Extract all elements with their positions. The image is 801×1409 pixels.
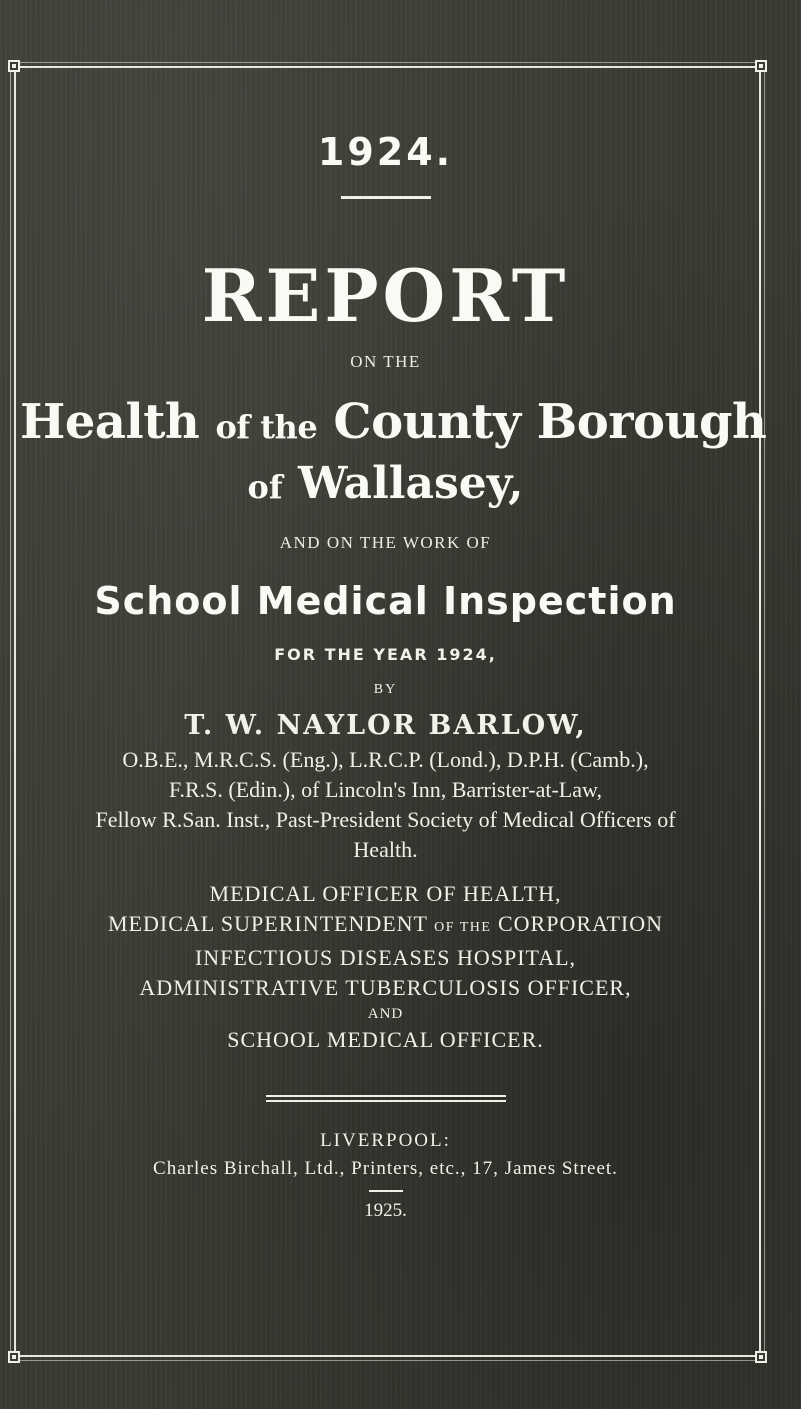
borough-name [20, 458, 751, 509]
office-line: MEDICAL OFFICER OF HEALTH, [209, 881, 562, 906]
office-line-part: MEDICAL SUPERINTENDENT [108, 911, 428, 936]
corner-ornament [755, 1351, 767, 1363]
on-the-label: ON THE [350, 352, 421, 371]
office-line-part: OF THE [434, 920, 492, 935]
author-name: T. W. NAYLOR BARLOW, [184, 710, 587, 741]
by-label: BY [373, 682, 398, 697]
of-the-word: of the [215, 408, 318, 446]
divider-rule [369, 1190, 403, 1192]
for-the-year-label: FOR THE YEAR 1924, [274, 645, 497, 664]
qualifications-line: F.R.S. (Edin.), of Lincoln's Inn, Barrister-at-Law, [169, 777, 602, 802]
qualifications-line: O.B.E., M.R.C.S. (Eng.), L.R.C.P. (Lond.), D.P.H. (Camb.), [122, 747, 649, 772]
report-year: 1924. [317, 130, 454, 174]
of-word: of [247, 468, 283, 506]
office-line: SCHOOL MEDICAL OFFICER. [227, 1027, 544, 1052]
qualifications-line: Health. [353, 837, 418, 862]
qualifications-line: Fellow R.San. Inst., Past-President Society of Medical Officers of [95, 807, 676, 832]
office-line-part: CORPORATION [497, 911, 663, 936]
health-word: Health [20, 394, 200, 450]
corner-ornament [755, 60, 767, 72]
imprint-printer: Charles Birchall, Ltd., Printers, etc., 17, James Street. [153, 1158, 618, 1179]
author-qualifications [20, 745, 751, 865]
imprint-city: LIVERPOOL: [320, 1130, 451, 1151]
double-divider-rule [266, 1095, 506, 1102]
office-line: INFECTIOUS DISEASES HOSPITAL, [194, 945, 577, 970]
corner-ornament [8, 1351, 20, 1363]
office-and-label: AND [367, 1006, 404, 1022]
corner-ornament [8, 60, 20, 72]
title-page-content [20, 120, 767, 1222]
school-medical-inspection-heading: School Medical Inspection [94, 579, 677, 623]
and-on-the-work-of-label: AND ON THE WORK OF [279, 533, 492, 552]
office-line [20, 909, 751, 943]
imprint-year: 1925. [364, 1200, 407, 1221]
county-borough-word: County Borough [333, 394, 767, 450]
divider-rule [341, 196, 431, 199]
wallasey-word: Wallasey, [297, 458, 524, 509]
office-line: ADMINISTRATIVE TUBERCULOSIS OFFICER, [139, 975, 632, 1000]
health-heading [20, 394, 767, 450]
report-heading: REPORT [201, 253, 570, 338]
